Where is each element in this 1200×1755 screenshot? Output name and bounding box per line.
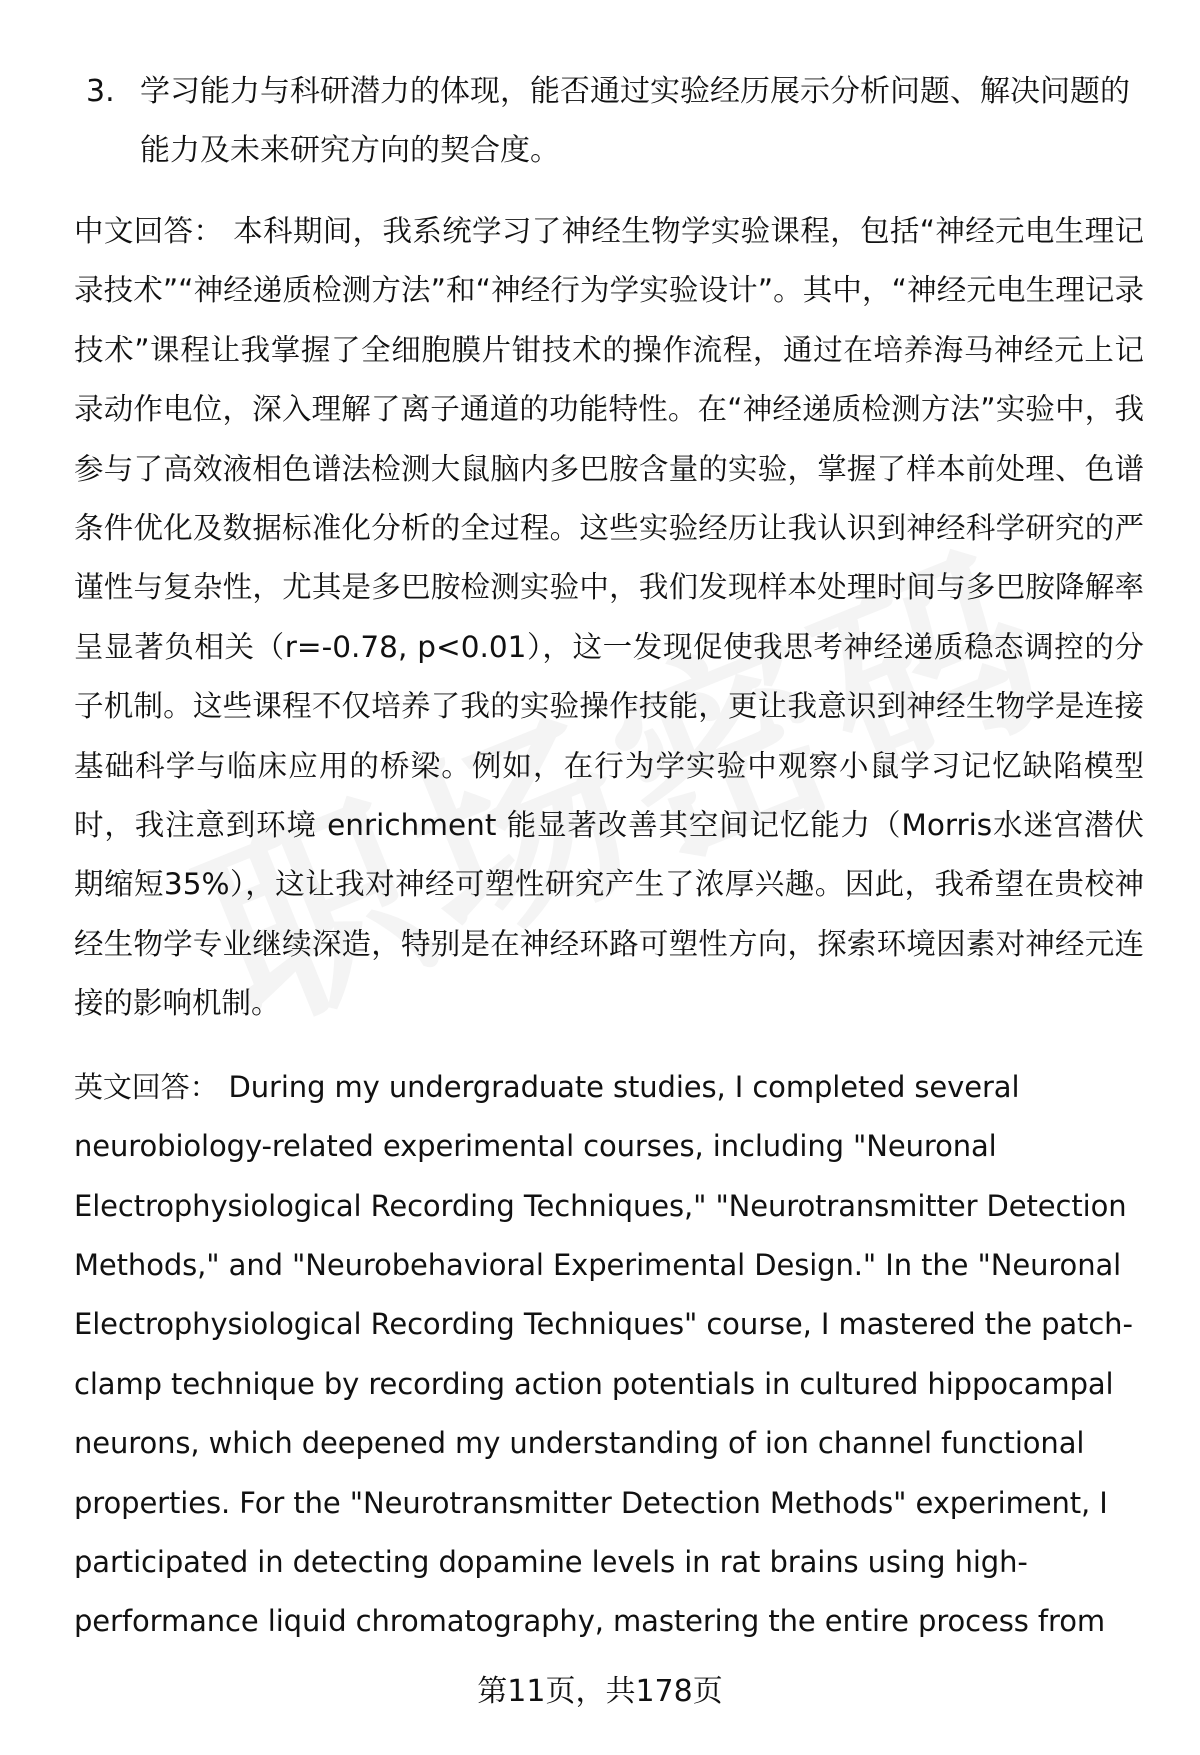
english-answer-text: During my undergraduate studies, I completed several neurobiology-related experimental courses, including "Neuronal Electrophysiological Recording Techniques," "Neurotransmitter Detection Methods," and "Neurobehavioral Experimental Design." In the "Neuronal Electrophysiological Recording Techniques" course, I mastered the patch-clamp technique by recording action potentials in cultured hippocampal neurons, which deepened my understanding of ion channel functional properties. For the "Neurotransmitter Detection Methods" experiment, I participated in detecting dopamine levels in rat brains using high-performance liquid chromatography, mastering the entire process from <box>74 1069 1133 1639</box>
item-number: 3. <box>86 74 115 109</box>
chinese-answer-label: 中文回答： <box>74 214 224 248</box>
english-answer-label: 英文回答： <box>74 1069 219 1104</box>
page-number-footer: 第11页，共178页 <box>477 1674 723 1709</box>
chinese-answer-text: 本科期间，我系统学习了神经生物学实验课程，包括“神经元电生理记录技术”“神经递质检测方法”和“神经行为学实验设计”。其中，“神经元电生理记录技术”课程让我掌握了全细胞膜片钳技术的操作流程，通过在培养海马神经元上记录动作电位，深入理解了离子通道的功能特性。在“神经递质检测方法”实验中，我参与了高效液相色谱法检测大鼠脑内多巴胺含量的实验，掌握了样本前处理、色谱条件优化及数据标准化分析的全过程。这些实验经历让我认识到神经科学研究的严谨性与复杂性，尤其是多巴胺检测实验中，我们发现样本处理时间与多巴胺降解率呈显著负相关（r=-0.78, p<0.01），这一发现促使我思考神经递质稳态调控的分子机制。这些课程不仅培养了我的实验操作技能，更让我意识到神经生物学是连接基础科学与临床应用的桥梁。例如，在行为学实验中观察小鼠学习记忆缺陷模型时，我注意到环境 enrichment 能显著改善其空间记忆能力（Morris水迷宫潜伏期缩短35%），这让我对神经可塑性研究产生了浓厚兴趣。因此，我希望在贵校神经生物学专业继续深造，特别是在神经环路可塑性方向，探索环境因素对神经元连接的影响机制。 <box>74 214 1144 1021</box>
chinese-answer-paragraph <box>74 202 1144 1034</box>
item-text: 学习能力与科研潜力的体现，能否通过实验经历展示分析问题、解决问题的能力及未来研究方向的契合度。 <box>140 74 1130 168</box>
numbered-item <box>74 62 1144 180</box>
english-answer-paragraph <box>74 1058 1144 1652</box>
page-content <box>74 62 1144 1652</box>
